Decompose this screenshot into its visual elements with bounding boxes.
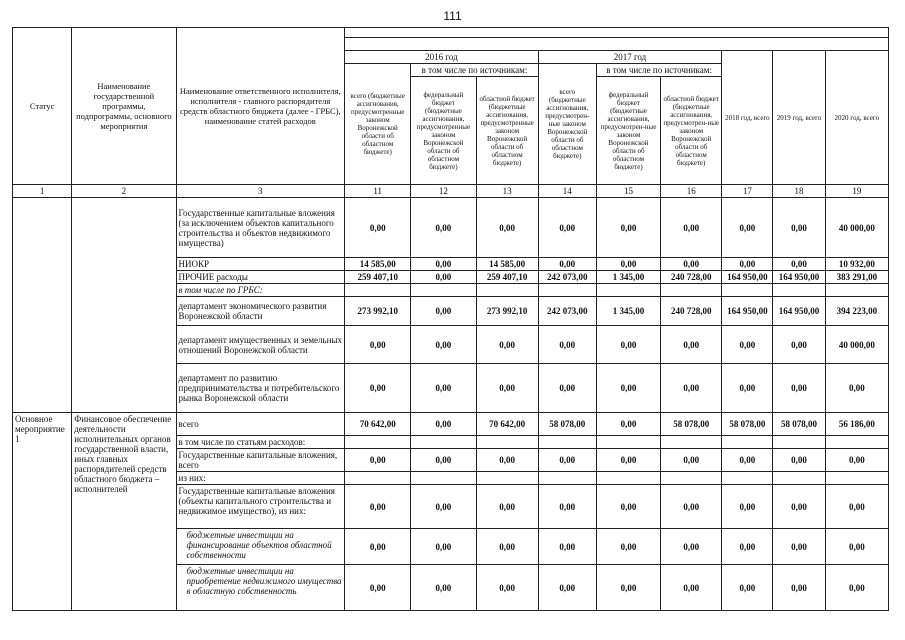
header-blank-band-2 bbox=[345, 38, 889, 51]
header-col-13: областной бюджет (бюджетные ассигнования, предусмотренные законом Воронежской области об областном бюджете) bbox=[476, 77, 538, 185]
value-cell: 0,00 bbox=[825, 485, 888, 529]
value-cell: 0,00 bbox=[661, 485, 722, 529]
col-index: 19 bbox=[825, 185, 888, 198]
value-cell: 10 932,00 bbox=[825, 258, 888, 271]
col-index: 12 bbox=[411, 185, 476, 198]
header-status: Статус bbox=[13, 28, 72, 185]
value-cell: 0,00 bbox=[345, 449, 411, 472]
value-cell bbox=[722, 436, 773, 449]
value-cell: 394 223,00 bbox=[825, 297, 888, 326]
value-cell bbox=[825, 472, 888, 485]
value-cell bbox=[722, 472, 773, 485]
value-cell bbox=[722, 284, 773, 297]
row-label: Государственные капитальные вложения, всего bbox=[176, 449, 345, 472]
value-cell: 240 728,00 bbox=[661, 297, 722, 326]
value-cell: 0,00 bbox=[411, 326, 476, 364]
row-label: из них: bbox=[176, 472, 345, 485]
header-col-14: всего (бюджетные ассигнования, предусмотрен-ные законом Воронежской области об областном бюджете) bbox=[538, 64, 596, 185]
value-cell: 0,00 bbox=[411, 529, 476, 565]
value-cell bbox=[596, 472, 660, 485]
value-cell: 0,00 bbox=[773, 529, 825, 565]
value-cell: 0,00 bbox=[345, 326, 411, 364]
value-cell: 14 585,00 bbox=[345, 258, 411, 271]
header-year-2017: 2017 год bbox=[538, 51, 722, 64]
value-cell: 0,00 bbox=[596, 326, 660, 364]
value-cell: 0,00 bbox=[538, 364, 596, 413]
value-cell bbox=[661, 436, 722, 449]
col-index: 15 bbox=[596, 185, 660, 198]
value-cell bbox=[411, 436, 476, 449]
value-cell: 0,00 bbox=[596, 198, 660, 258]
value-cell: 273 992,10 bbox=[476, 297, 538, 326]
value-cell: 0,00 bbox=[411, 271, 476, 284]
value-cell: 70 642,00 bbox=[345, 413, 411, 436]
table-row bbox=[13, 198, 889, 258]
value-cell: 0,00 bbox=[538, 565, 596, 611]
value-cell: 0,00 bbox=[596, 529, 660, 565]
header-program: Наименование государственной программы, подпрограммы, основного мероприятия bbox=[72, 28, 176, 185]
value-cell: 0,00 bbox=[596, 485, 660, 529]
col-index: 17 bbox=[722, 185, 773, 198]
value-cell: 0,00 bbox=[661, 529, 722, 565]
value-cell: 1 345,00 bbox=[596, 271, 660, 284]
header-sources-2017: в том числе по источникам: bbox=[596, 64, 721, 77]
value-cell: 1 345,00 bbox=[596, 297, 660, 326]
col-index: 14 bbox=[538, 185, 596, 198]
value-cell: 164 950,00 bbox=[722, 297, 773, 326]
value-cell: 0,00 bbox=[722, 565, 773, 611]
value-cell: 40 000,00 bbox=[825, 326, 888, 364]
header-top-row bbox=[13, 28, 889, 38]
program-cell: Финансовое обеспечение деятельности исполнительных органов государственной власти, иных главных распорядителей средств областного бюджета – исполнителей bbox=[72, 413, 176, 611]
value-cell: 242 073,00 bbox=[538, 297, 596, 326]
col-index: 16 bbox=[661, 185, 722, 198]
value-cell: 0,00 bbox=[722, 485, 773, 529]
program-cell bbox=[72, 198, 176, 413]
row-label: всего bbox=[176, 413, 345, 436]
header-sources-2016: в том числе по источникам: bbox=[411, 64, 538, 77]
value-cell: 0,00 bbox=[825, 364, 888, 413]
value-cell: 0,00 bbox=[661, 364, 722, 413]
value-cell: 14 585,00 bbox=[476, 258, 538, 271]
value-cell: 240 728,00 bbox=[661, 271, 722, 284]
value-cell bbox=[411, 284, 476, 297]
value-cell: 0,00 bbox=[411, 258, 476, 271]
value-cell: 0,00 bbox=[773, 326, 825, 364]
value-cell: 0,00 bbox=[538, 529, 596, 565]
value-cell bbox=[476, 436, 538, 449]
value-cell: 0,00 bbox=[411, 198, 476, 258]
value-cell bbox=[773, 284, 825, 297]
row-label: департамент по развитию предпринимательства и потребительского рынка Воронежской области bbox=[176, 364, 345, 413]
row-label: в том числе по ГРБС: bbox=[176, 284, 345, 297]
col-index: 18 bbox=[773, 185, 825, 198]
header-col-16: областной бюджет (бюджетные ассигнования, предусмотрен-ные законом Воронежской области об областном бюджете) bbox=[661, 77, 722, 185]
value-cell: 0,00 bbox=[722, 198, 773, 258]
value-cell: 0,00 bbox=[722, 364, 773, 413]
value-cell: 164 950,00 bbox=[722, 271, 773, 284]
value-cell bbox=[661, 284, 722, 297]
value-cell bbox=[345, 436, 411, 449]
value-cell: 0,00 bbox=[722, 258, 773, 271]
table-row bbox=[13, 413, 889, 436]
value-cell: 0,00 bbox=[825, 529, 888, 565]
value-cell: 0,00 bbox=[411, 413, 476, 436]
value-cell: 0,00 bbox=[825, 449, 888, 472]
value-cell: 164 950,00 bbox=[773, 271, 825, 284]
value-cell: 0,00 bbox=[411, 364, 476, 413]
value-cell: 0,00 bbox=[476, 198, 538, 258]
value-cell: 58 078,00 bbox=[722, 413, 773, 436]
value-cell: 0,00 bbox=[661, 565, 722, 611]
row-label: НИОКР bbox=[176, 258, 345, 271]
header-col-17: 2018 год, всего bbox=[722, 51, 773, 185]
page-number: 111 bbox=[443, 9, 462, 23]
col-index: 3 bbox=[176, 185, 345, 198]
row-label: бюджетные инвестиции на приобретение недвижимого имущества в областную собственность bbox=[176, 565, 345, 611]
header-responsible: Наименование ответственного исполнителя, исполнителя - главного распорядителя средств областного бюджета (далее - ГРБС), наименование статей расходов bbox=[176, 28, 345, 185]
value-cell: 0,00 bbox=[773, 565, 825, 611]
value-cell: 0,00 bbox=[773, 449, 825, 472]
value-cell: 0,00 bbox=[773, 364, 825, 413]
header-col-15: федеральный бюджет (бюджетные ассигнования, предусмотрен-ные законом Воронежской области об областном бюджете) bbox=[596, 77, 660, 185]
value-cell: 0,00 bbox=[538, 326, 596, 364]
value-cell bbox=[538, 436, 596, 449]
row-label: департамент экономического развития Воронежской области bbox=[176, 297, 345, 326]
value-cell: 0,00 bbox=[773, 485, 825, 529]
value-cell: 0,00 bbox=[411, 485, 476, 529]
value-cell: 273 992,10 bbox=[345, 297, 411, 326]
header-col-11: всего (бюджетные ассигнования, предусмотренные законом Воронежской области об областном бюджете) bbox=[345, 64, 411, 185]
value-cell: 0,00 bbox=[476, 326, 538, 364]
value-cell bbox=[411, 472, 476, 485]
value-cell: 0,00 bbox=[345, 565, 411, 611]
value-cell: 164 950,00 bbox=[773, 297, 825, 326]
value-cell bbox=[476, 472, 538, 485]
value-cell: 242 073,00 bbox=[538, 271, 596, 284]
value-cell bbox=[661, 472, 722, 485]
value-cell bbox=[476, 284, 538, 297]
value-cell: 0,00 bbox=[722, 326, 773, 364]
value-cell: 0,00 bbox=[345, 198, 411, 258]
header-col-19: 2020 год, всего bbox=[825, 51, 888, 185]
header-col-18: 2019 год, всего bbox=[773, 51, 825, 185]
value-cell: 40 000,00 bbox=[825, 198, 888, 258]
value-cell: 0,00 bbox=[476, 565, 538, 611]
value-cell bbox=[773, 472, 825, 485]
value-cell bbox=[538, 284, 596, 297]
value-cell: 58 078,00 bbox=[773, 413, 825, 436]
value-cell: 0,00 bbox=[476, 529, 538, 565]
value-cell: 0,00 bbox=[538, 198, 596, 258]
value-cell bbox=[345, 472, 411, 485]
header-blank-band bbox=[345, 28, 889, 38]
value-cell: 0,00 bbox=[476, 485, 538, 529]
value-cell bbox=[825, 436, 888, 449]
value-cell: 70 642,00 bbox=[476, 413, 538, 436]
value-cell: 0,00 bbox=[661, 258, 722, 271]
value-cell: 0,00 bbox=[345, 529, 411, 565]
row-label: бюджетные инвестиции на финансирование объектов областной собственности bbox=[176, 529, 345, 565]
value-cell bbox=[596, 436, 660, 449]
value-cell: 0,00 bbox=[411, 297, 476, 326]
value-cell: 0,00 bbox=[476, 364, 538, 413]
value-cell: 0,00 bbox=[661, 198, 722, 258]
value-cell: 0,00 bbox=[411, 449, 476, 472]
row-label: в том числе по статьям расходов: bbox=[176, 436, 345, 449]
value-cell: 0,00 bbox=[538, 485, 596, 529]
col-index: 13 bbox=[476, 185, 538, 198]
value-cell: 259 407,10 bbox=[476, 271, 538, 284]
value-cell: 58 078,00 bbox=[538, 413, 596, 436]
value-cell: 0,00 bbox=[596, 449, 660, 472]
value-cell: 0,00 bbox=[825, 565, 888, 611]
value-cell: 0,00 bbox=[661, 449, 722, 472]
value-cell: 58 078,00 bbox=[661, 413, 722, 436]
column-index-row bbox=[13, 185, 889, 198]
value-cell: 0,00 bbox=[538, 258, 596, 271]
value-cell bbox=[538, 472, 596, 485]
value-cell: 0,00 bbox=[596, 258, 660, 271]
row-label: Государственные капитальные вложения (объекты капитального строительства и недвижимое имущество), из них: bbox=[176, 485, 345, 529]
col-index: 1 bbox=[13, 185, 72, 198]
row-label: ПРОЧИЕ расходы bbox=[176, 271, 345, 284]
row-label: департамент имущественных и земельных отношений Воронежской области bbox=[176, 326, 345, 364]
value-cell: 0,00 bbox=[722, 449, 773, 472]
col-index: 11 bbox=[345, 185, 411, 198]
value-cell: 0,00 bbox=[773, 198, 825, 258]
value-cell bbox=[825, 284, 888, 297]
value-cell: 0,00 bbox=[596, 364, 660, 413]
row-label: Государственные капитальные вложения (за исключением объектов капитального строительства и объектов недвижимого имущества) bbox=[176, 198, 345, 258]
value-cell: 0,00 bbox=[411, 565, 476, 611]
header-year-2016: 2016 год bbox=[345, 51, 539, 64]
value-cell: 0,00 bbox=[596, 565, 660, 611]
value-cell: 0,00 bbox=[596, 413, 660, 436]
value-cell: 0,00 bbox=[538, 449, 596, 472]
status-cell bbox=[13, 198, 72, 413]
value-cell bbox=[596, 284, 660, 297]
value-cell: 0,00 bbox=[661, 326, 722, 364]
value-cell bbox=[773, 436, 825, 449]
value-cell: 259 407,10 bbox=[345, 271, 411, 284]
value-cell: 0,00 bbox=[773, 258, 825, 271]
header-col-12: федеральный бюджет (бюджетные ассигнования, предусмотренные законом Воронежской области об областном бюджете) bbox=[411, 77, 476, 185]
status-cell: Основное мероприятие 1 bbox=[13, 413, 72, 611]
value-cell bbox=[345, 284, 411, 297]
value-cell: 0,00 bbox=[345, 364, 411, 413]
budget-table bbox=[12, 27, 889, 611]
value-cell: 0,00 bbox=[722, 529, 773, 565]
col-index: 2 bbox=[72, 185, 176, 198]
value-cell: 0,00 bbox=[345, 485, 411, 529]
value-cell: 0,00 bbox=[476, 449, 538, 472]
table-body bbox=[13, 198, 889, 611]
value-cell: 56 186,00 bbox=[825, 413, 888, 436]
value-cell: 383 291,00 bbox=[825, 271, 888, 284]
